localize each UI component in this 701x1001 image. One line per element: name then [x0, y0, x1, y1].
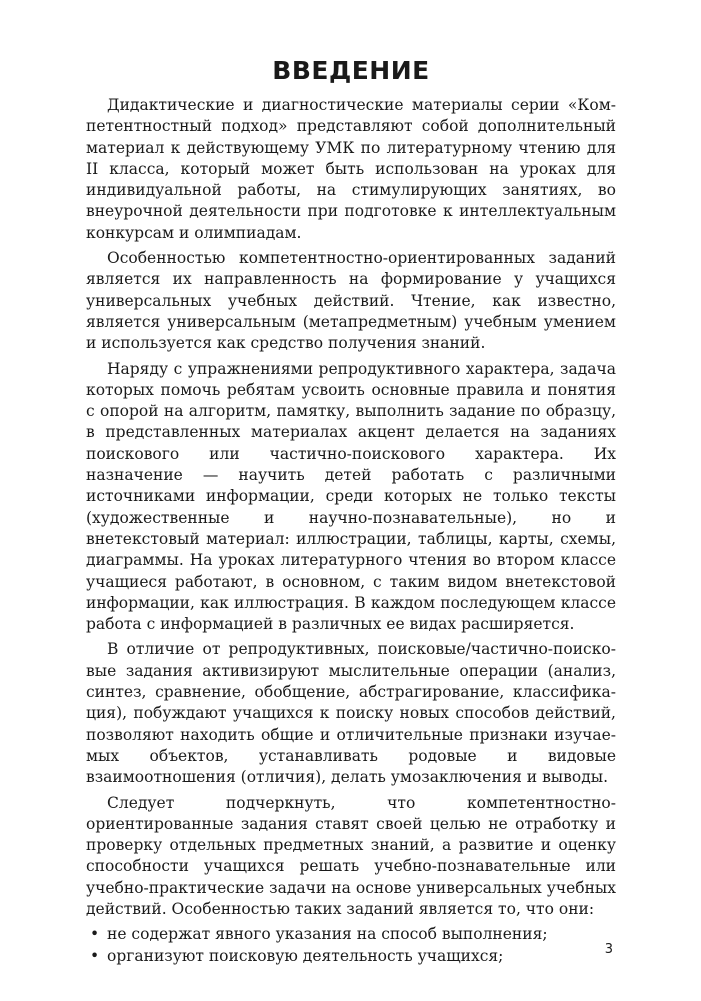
page-title: ВВЕДЕНИЕ	[272, 56, 430, 85]
bullet-text: не содержат явного указания на способ выполнения;	[107, 925, 548, 944]
bullet-item-2	[86, 946, 616, 967]
bullet-text: организуют поисковую деятельность учащихся;	[107, 946, 504, 965]
paragraph-4: В отличие от репродуктивных, поисковые/частично-поисковые задания активизируют мыслительные операции (анализ, синтез, сравнение, обобщение, абстрагирование, классификация), побуждают учащихся к поиску новых способов действий, позволяют находить общие и отличительные признаки изучаемых объектов, устанавливать родовые и видовые взаимоотношения (отличия), делать умозаключения и выводы.	[86, 640, 616, 787]
page-content	[86, 0, 616, 967]
bullet-item-1	[86, 924, 616, 945]
paragraph-5: Следует подчеркнуть, что компетентностно-ориентированные задания ставят своей целью не отработку и проверку отдельных предметных знаний, а развитие и оценку способности учащихся решать учебно-познавательные или учебно-практические задачи на основе универсальных учебных действий. Особенностью таких заданий является то, что они:	[86, 793, 616, 918]
paragraph-1: Дидактические и диагностические материалы серии «Компетентностный подход» представляют собой дополнительный материал к действующему УМК по литературному чтению для II класса, который может быть использован на уроках для индивидуальной работы, на стимулирующих занятиях, во внеурочной деятельности при подготовке к интеллектуальным конкурсам и олимпиадам.	[86, 96, 616, 242]
paragraph-2: Особенностью компетентностно-ориентированных заданий является их направленность на формирование у учащихся универсальных учебных действий. Чтение, как известно, является универсальным (метапредметным) учебным умением и используется как средство получения знаний.	[86, 249, 616, 353]
bullet-list	[86, 924, 616, 967]
bullet-icon: •	[90, 946, 100, 965]
bullet-icon: •	[90, 925, 100, 944]
page-number: 3	[604, 942, 613, 957]
document-body	[86, 95, 616, 967]
paragraph-3: Наряду с упражнениями репродуктивного характера, задача которых помочь ребятам усвоить основные правила и понятия с опорой на алгоритм, памятку, выполнить задание по образцу, в представленных материалах акцент делается на заданиях поискового или частично-поискового характера. Их назначение — научить детей работать с различными источниками информации, среди которых не только тексты (художественные и научно-познавательные), но и внетекстовый материал: иллюстрации, таблицы, карты, схемы, диаграммы. На уроках литературного чтения во втором классе учащиеся работают, в основном, с таким видом внетекстовой информации, как иллюстрация. В каждом последующем классе работа с информацией в различных ее видах расширяется.	[86, 359, 616, 634]
